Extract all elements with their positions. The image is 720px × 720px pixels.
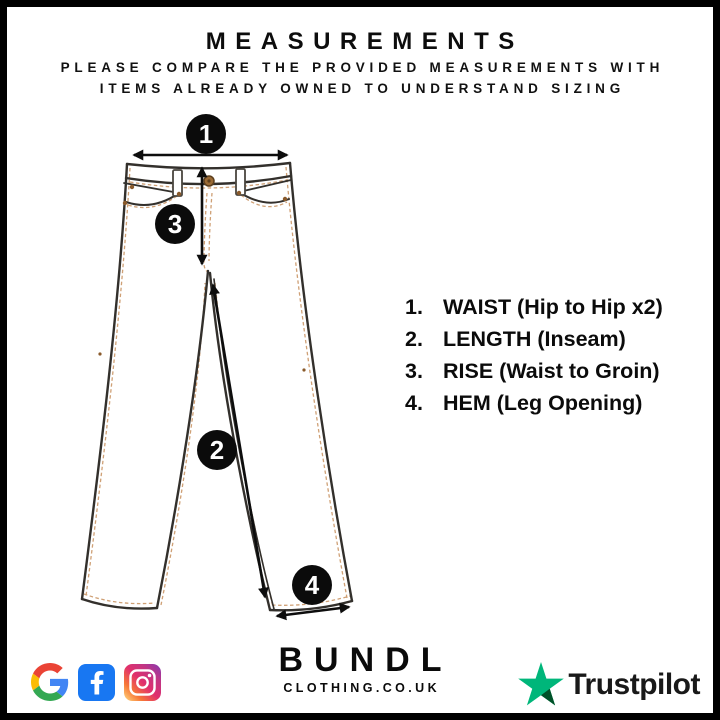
marker-circle-2 xyxy=(197,430,237,470)
legend-item-number: 4. xyxy=(405,391,423,415)
subtitle-line-2: ITEMS ALREADY OWNED TO UNDERSTAND SIZING xyxy=(99,81,626,96)
marker-number-1: 1 xyxy=(198,119,214,149)
marker-circle-4 xyxy=(292,565,332,605)
marker-number-2: 2 xyxy=(209,435,225,465)
rivet xyxy=(237,191,241,195)
rivet xyxy=(283,197,287,201)
legend-item-label: WAIST (Hip to Hip x2) xyxy=(443,295,663,319)
legend-item-label: RISE (Waist to Groin) xyxy=(443,359,660,383)
legend-item-waist xyxy=(405,295,705,320)
rivet xyxy=(123,201,127,205)
legend-item-length xyxy=(405,327,705,352)
legend-item-number: 2. xyxy=(405,327,423,351)
legend-item-number: 1. xyxy=(405,295,423,319)
legend-list xyxy=(405,295,705,423)
jeans-measurement-diagram xyxy=(57,107,397,637)
rivet xyxy=(98,352,101,355)
rivet xyxy=(177,192,181,196)
header xyxy=(7,27,713,99)
brand-name: BUNDL xyxy=(278,641,453,679)
legend-item-rise xyxy=(405,359,705,384)
marker-circle-3 xyxy=(155,204,195,244)
brand-domain: CLOTHING.CO.UK xyxy=(283,681,440,695)
marker-number-4: 4 xyxy=(304,570,320,600)
page-title: MEASUREMENTS xyxy=(205,28,524,55)
trustpilot-wordmark: Trustpilot xyxy=(568,668,700,701)
trustpilot-star-icon xyxy=(517,662,565,708)
legend-item-hem xyxy=(405,391,705,416)
rivet xyxy=(302,368,305,371)
marker-circle-1 xyxy=(186,114,226,154)
legend-item-label: LENGTH (Inseam) xyxy=(443,327,626,351)
rivet xyxy=(130,185,134,189)
legend-item-label: HEM (Leg Opening) xyxy=(443,391,643,415)
legend-item-number: 3. xyxy=(405,359,423,383)
trustpilot-logo xyxy=(517,662,700,708)
subtitle-line-1: PLEASE COMPARE THE PROVIDED MEASUREMENTS WITH xyxy=(60,60,665,75)
marker-number-3: 3 xyxy=(167,209,183,239)
